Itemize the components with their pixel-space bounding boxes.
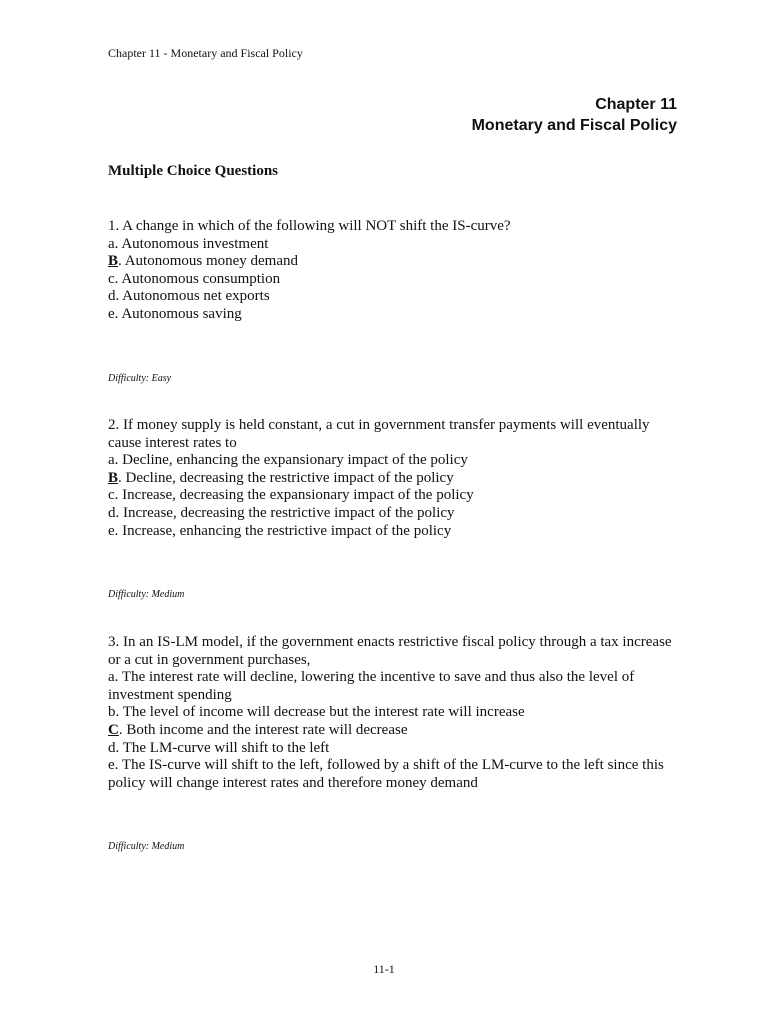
option-text: . Increase, enhancing the restrictive impact of the policy xyxy=(114,522,452,539)
answer-option xyxy=(108,757,683,792)
answer-option-correct xyxy=(108,253,683,271)
section-title: Multiple Choice Questions xyxy=(108,163,279,179)
option-text: . The IS-curve will shift to the left, followed by a shift of the LM-curve to the left since this policy will change interest rates and therefore money demand xyxy=(108,757,664,791)
option-text: . Autonomous investment xyxy=(114,235,269,252)
answer-option-correct xyxy=(108,470,683,488)
option-letter: a xyxy=(108,669,115,686)
question-stem: 2. If money supply is held constant, a cut in government transfer payments will eventually cause interest rates to xyxy=(108,417,650,451)
correct-answer-letter: B xyxy=(108,253,119,270)
running-header: Chapter 11 - Monetary and Fiscal Policy xyxy=(108,46,303,60)
option-text: . Both income and the interest rate will decrease xyxy=(118,721,408,738)
answer-option xyxy=(108,452,683,470)
option-letter: c xyxy=(108,487,115,504)
correct-answer-letter: C xyxy=(108,721,119,738)
option-text: . The level of income will decrease but the interest rate will increase xyxy=(115,704,525,721)
question-3 xyxy=(108,634,683,792)
option-letter: c xyxy=(108,270,115,287)
option-letter: d xyxy=(108,504,116,521)
answer-option xyxy=(108,487,683,505)
answer-option-correct xyxy=(108,722,683,740)
chapter-number: Chapter 11 xyxy=(595,96,677,113)
option-letter: a xyxy=(108,235,115,252)
answer-option xyxy=(108,669,683,704)
option-text: . Decline, enhancing the expansionary impact of the policy xyxy=(114,452,468,469)
answer-option xyxy=(108,704,683,722)
chapter-title: Monetary and Fiscal Policy xyxy=(471,117,677,134)
option-letter: e xyxy=(108,305,115,322)
option-letter: e xyxy=(108,757,115,774)
question-stem: 1. A change in which of the following will NOT shift the IS-curve? xyxy=(108,218,511,234)
option-text: . Autonomous net exports xyxy=(115,288,270,305)
option-letter: e xyxy=(108,522,115,539)
answer-option xyxy=(108,288,683,306)
question-stem: 3. In an IS-LM model, if the government enacts restrictive fiscal policy through a tax increase or a cut in government purchases, xyxy=(108,634,672,668)
option-letter: d xyxy=(108,288,116,305)
correct-answer-letter: B xyxy=(108,469,119,486)
difficulty-label: Difficulty: Easy xyxy=(108,373,172,384)
option-text: . Autonomous money demand xyxy=(118,253,299,270)
option-letter: b xyxy=(108,704,116,721)
difficulty-label: Difficulty: Medium xyxy=(108,589,185,600)
option-letter: d xyxy=(108,739,116,756)
answer-option xyxy=(108,523,683,541)
question-1 xyxy=(108,218,683,324)
option-letter: a xyxy=(108,452,115,469)
answer-option xyxy=(108,740,683,758)
option-text: . The interest rate will decline, lowering the incentive to save and thus also the level of investment spending xyxy=(108,669,635,703)
option-text: . Increase, decreasing the expansionary impact of the policy xyxy=(114,487,474,504)
option-text: . Autonomous consumption xyxy=(114,270,281,287)
question-2 xyxy=(108,417,683,540)
answer-option xyxy=(108,505,683,523)
answer-option xyxy=(108,236,683,254)
option-text: . Autonomous saving xyxy=(114,305,242,322)
page-number: 11-1 xyxy=(373,962,395,976)
answer-option xyxy=(108,271,683,289)
chapter-heading xyxy=(472,94,677,136)
option-text: . Increase, decreasing the restrictive impact of the policy xyxy=(115,504,455,521)
difficulty-label: Difficulty: Medium xyxy=(108,841,185,852)
option-text: . The LM-curve will shift to the left xyxy=(115,739,330,756)
answer-option xyxy=(108,306,683,324)
option-text: . Decline, decreasing the restrictive impact of the policy xyxy=(118,469,454,486)
